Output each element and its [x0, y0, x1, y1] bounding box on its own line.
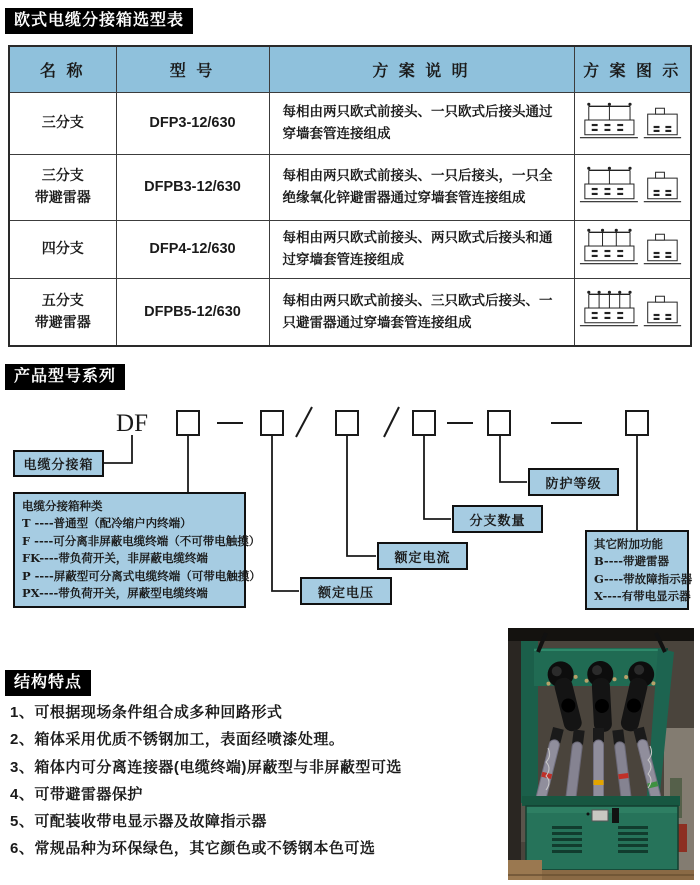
extras-title: 其它附加功能 — [594, 537, 663, 551]
extra-item: X----有带电显示器 — [594, 589, 691, 604]
features-list — [10, 704, 510, 868]
box-types-title: 电缆分接箱种类 — [22, 499, 103, 513]
table-header-row — [9, 46, 691, 92]
cell-model: DFPB3-12/630 — [116, 154, 269, 220]
box-type-item: FK----带负荷开关，非屏蔽电缆终端 — [22, 551, 208, 566]
col-header-diagram: 方 案 图 示 — [574, 46, 691, 92]
label-cable-branch-box: 电缆分接箱 — [13, 450, 104, 477]
box-type-item: P ----屏蔽型可分离式电缆终端（可带电触摸） — [22, 568, 261, 583]
scheme-diagram-icon — [577, 222, 687, 272]
table-row — [9, 278, 691, 346]
col-header-model: 型 号 — [116, 46, 269, 92]
features-title: 结构特点 — [5, 670, 91, 696]
cell-description: 每相由两只欧式前接头、两只欧式后接头和通过穿墙套管连接组成 — [269, 220, 574, 278]
label-protection-level: 防护等级 — [528, 468, 619, 496]
feature-item: 5、可配装收带电显示器及故障指示器 — [10, 813, 267, 830]
cell-diagram — [574, 92, 691, 154]
cell-model: DFP3-12/630 — [116, 92, 269, 154]
scheme-diagram-icon — [577, 284, 687, 334]
cell-name: 三分支 — [9, 92, 116, 154]
cell-diagram — [574, 278, 691, 346]
cell-name: 五分支 带避雷器 — [9, 278, 116, 346]
label-extra-functions — [585, 530, 693, 610]
label-branch-count: 分支数量 — [452, 505, 543, 533]
box-type-item: F ----可分离非屏蔽电缆终端（不可带电触摸） — [22, 533, 261, 548]
label-rated-voltage: 额定电压 — [300, 577, 392, 605]
scheme-diagram-icon — [577, 160, 687, 210]
cell-description: 每相由两只欧式前接头、一只欧式后接头通过穿墙套管连接组成 — [269, 92, 574, 154]
feature-item: 4、可带避雷器保护 — [10, 785, 143, 803]
feature-item: 3、箱体内可分离连接器(电缆终端)屏蔽型与非屏蔽型可选 — [10, 758, 402, 776]
model-prefix-text: DF — [116, 410, 148, 437]
feature-item: 2、箱体采用优质不锈钢加工，表面经喷漆处理。 — [10, 731, 345, 749]
feature-item: 6、常规品种为环保绿色，其它颜色或不锈钢本色可选 — [10, 840, 376, 858]
model-series-title: 产品型号系列 — [5, 364, 125, 390]
extra-item: G----带故障指示器 — [594, 571, 693, 586]
cell-description: 每相由两只欧式前接头、三只欧式后接头、一只避雷器通过穿墙套管连接组成 — [269, 278, 574, 346]
cell-diagram — [574, 154, 691, 220]
label-box-types — [13, 492, 261, 608]
model-series-diagram — [0, 395, 700, 627]
box-type-item: T ----普通型（配冷缩户内终端） — [22, 516, 192, 531]
cell-model: DFP4-12/630 — [116, 220, 269, 278]
label-rated-current: 额定电流 — [377, 542, 468, 570]
cell-description: 每相由两只欧式前接头、一只后接头，一只全绝缘氧化锌避雷器通过穿墙套管连接组成 — [269, 154, 574, 220]
box-type-item: PX----带负荷开关，屏蔽型电缆终端 — [22, 586, 208, 601]
selection-table — [8, 45, 692, 347]
col-header-name: 名 称 — [9, 46, 116, 92]
cell-name: 四分支 — [9, 220, 116, 278]
table-row — [9, 220, 691, 278]
scheme-diagram-icon — [577, 96, 687, 146]
extra-item: B----带避雷器 — [594, 554, 670, 569]
table-row — [9, 154, 691, 220]
cell-name: 三分支 带避雷器 — [9, 154, 116, 220]
cell-model: DFPB5-12/630 — [116, 278, 269, 346]
table-row — [9, 92, 691, 154]
feature-item: 1、可根据现场条件组合成多种回路形式 — [10, 704, 283, 721]
product-photo — [508, 628, 694, 880]
col-header-description: 方 案 说 明 — [269, 46, 574, 92]
selection-table-title: 欧式电缆分接箱选型表 — [5, 8, 193, 34]
cell-diagram — [574, 220, 691, 278]
